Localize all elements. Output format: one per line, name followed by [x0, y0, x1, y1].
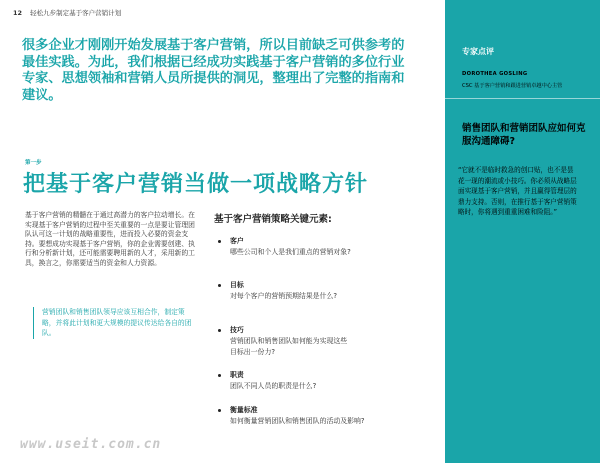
key-element-title: 技巧 [230, 326, 244, 334]
step-title: 把基于客户营销当做一项战略方针 [23, 172, 369, 197]
key-element-title: 目标 [230, 281, 244, 289]
pull-quote: 营销团队和销售团队领导应该互相合作，制定策略，并将此计划和更大规模的提议传达给各自的团队。 [33, 307, 192, 339]
running-header [13, 8, 121, 17]
bullet-icon [218, 240, 221, 243]
key-element-title: 客户 [230, 237, 244, 245]
sidebar-heading: 专家点评 [462, 47, 494, 56]
key-element-title: 衡量标准 [230, 406, 258, 414]
bullet-icon [218, 409, 221, 412]
key-element-item [218, 325, 353, 358]
bullet-icon [218, 284, 221, 287]
page-number: 12 [13, 9, 23, 17]
key-element-item [218, 236, 418, 258]
expert-quote: “它就不是临时救急的创口贴，也不是昙花一现的潮流或小技巧。你必须从战略层面实现基于客户营销，并且赢得管理层的鼎力支持。否则，在推行基于客户营销策略时，你将遇到重重困难和险阻。” [458, 166, 577, 216]
expert-sidebar [445, 0, 600, 463]
key-element-item [218, 405, 433, 427]
key-element-item [218, 370, 418, 392]
intro-paragraph: 很多企业才刚刚开始发展基于客户营销，所以目前缺乏可供参考的最佳实践。为此，我们根据已经成功实践基于客户营销的多位行业专家、思想领袖和营销人员所提供的洞见，整理出了完整的指南和建议。 [22, 38, 405, 103]
bullet-icon [218, 374, 221, 377]
key-elements-title: 基于客户营销策略关键元素: [214, 214, 332, 225]
key-element-desc: 哪些公司和个人是我们重点的营销对象? [230, 248, 351, 256]
bullet-icon [218, 329, 221, 332]
expert-name: DOROTHEA GOSLING [462, 71, 528, 77]
key-element-desc: 营销团队和销售团队如何能为实现这些目标出一份力? [230, 337, 348, 356]
key-element-title: 职责 [230, 371, 244, 379]
key-element-desc: 团队不同人员的职责是什么? [230, 382, 317, 390]
key-element-desc: 如何衡量营销团队和销售团队的活动及影响? [230, 417, 365, 425]
sidebar-divider [445, 98, 600, 99]
key-element-desc: 对每个客户的营销预期结果是什么? [230, 292, 338, 300]
sidebar-question: 销售团队和营销团队应如何克服沟通障碍? [462, 123, 586, 147]
key-element-item [218, 280, 418, 302]
site-watermark: www.useit.com.cn [20, 437, 162, 452]
expert-role: CSC 基于客户营销和跟进营销卓越中心主管 [462, 83, 563, 89]
body-paragraph: 基于客户营销的精髓在于通过高潜力的客户拉动增长。在实现基于客户营销的过程中至关重要的一点是要让管理团队认可这一计划的战略重要性，进而投入必要的资金支持。要想成功实现基于客户营销，你的企业需要创建、执行和分析新计划，还可能需要聘用新的人才，采用新的工具，换言之，你需要适当的资金和人力资源。 [25, 211, 195, 267]
step-label: 第一步 [25, 160, 42, 166]
running-title: 轻松九步制定基于客户营销计划 [30, 9, 122, 17]
